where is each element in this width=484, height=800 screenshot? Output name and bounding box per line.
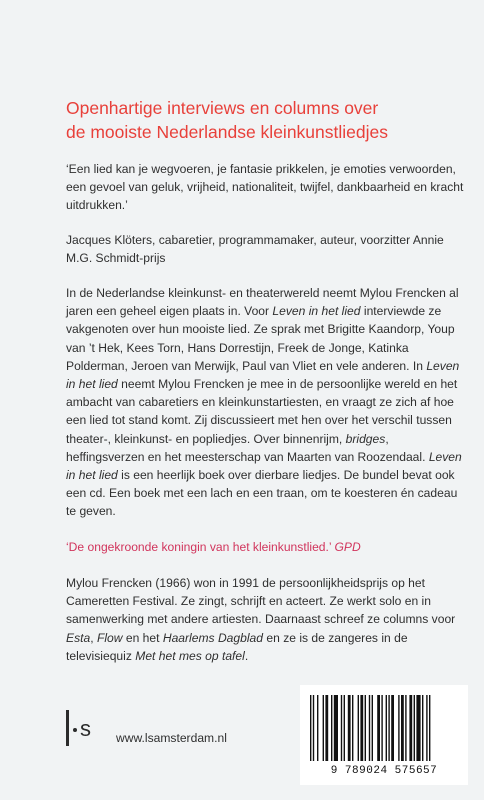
publisher-logo: [66, 706, 92, 746]
barcode-bar: [365, 695, 366, 761]
barcode-bar: [352, 695, 353, 761]
logo-bar: [66, 710, 69, 746]
isbn-barcode: [300, 685, 468, 785]
bio-part: .: [244, 648, 249, 663]
bio-part: Mylou Frencken (1966) won in 1991 de persoonlijkheidsprijs op het Cameretten Festival. Ze zingt, schrijft en acteert. Ze werkt solo en in samenwerking met andere artiesten. Daarnaast schreef ze columns voor: [66, 576, 456, 627]
barcode-bar: [334, 695, 338, 761]
headline-line-1: Openhartige interviews en columns over: [66, 98, 379, 118]
barcode-bar: [323, 695, 324, 761]
barcode-bar: [416, 695, 420, 761]
barcode-bar: [358, 695, 359, 761]
quote-attribution: [66, 231, 466, 267]
book-title: Leven in het lied: [66, 449, 462, 483]
barcode-bar: [391, 695, 394, 761]
description-paragraph: [66, 284, 466, 521]
description-part: , heffingsverzen en het meesterschap van Maarten van Roozendaal.: [66, 431, 429, 464]
magazine-title: Flow: [96, 630, 123, 645]
description-part: interviewde ze vakgenoten over hun mooiste lied. Ze sprak met Brigitte Kaandorp, Youp van ’t Hek, Kees Torn, Hans Dorrestijn, Freek de Jonge, Katinka Polderman, Jeroen van Merwijk, Paul van Vliet en vele anderen. In: [66, 304, 455, 373]
barcode-bar: [313, 695, 314, 761]
barcode-bar: [426, 695, 427, 761]
barcode-bar: [401, 695, 404, 761]
review-source: GPD: [334, 540, 361, 554]
publisher-website[interactable]: www.lsamsterdam.nl: [116, 731, 227, 745]
description-part: In de Nederlandse kleinkunst- en theaterwereld neemt Mylou Frencken al jaren een geheel eigen plaats in. Voor: [66, 286, 459, 319]
bio-part: ,: [90, 630, 97, 645]
magazine-title: Esta: [66, 630, 91, 645]
attribution-text: Jacques Klöters, cabaretier, programmamaker, auteur, voorzitter Annie M.G. Schmidt-prijs: [66, 233, 444, 266]
barcode-bar: [377, 695, 380, 761]
barcode-bar: [369, 695, 370, 761]
barcode-bar: [388, 695, 389, 761]
barcode-bar: [317, 695, 318, 761]
barcode-bar: [429, 695, 430, 761]
barcode-bar: [372, 695, 373, 761]
bridges-term: bridges: [345, 431, 386, 446]
barcode-bar: [348, 695, 351, 761]
book-title: Leven in het lied: [66, 358, 460, 392]
barcode-bar: [398, 695, 399, 761]
description-part: is een heerlijk boek over dierbare liedjes. De bundel bevat ook een cd. Een boek met een lach en een traan, om te koesteren én cadeau te geven.: [66, 468, 458, 519]
quote-text: ‘Een lied kan je wegvoeren, je fantasie prikkelen, je emoties verwoorden, een gevoel van geluk, vrijheid, nationaliteit, twijfel, dankbaarheid en kracht uitdrukken.’: [66, 162, 464, 213]
isbn-number: 9 789024 575657: [330, 765, 438, 777]
bio-part: en ze is de zangeres in de televisiequiz: [66, 630, 408, 663]
logo-letter: s: [80, 716, 91, 741]
barcode-bars: [310, 695, 458, 763]
barcode-bar: [409, 695, 412, 761]
bio-paragraph: [66, 574, 466, 665]
barcode-bar: [331, 695, 332, 761]
review-text: ‘De ongekroonde koningin van het kleinkunstlied.’: [66, 540, 335, 554]
review-quote: [66, 538, 466, 556]
barcode-bar: [386, 695, 387, 761]
headline-line-2: de mooiste Nederlandse kleinkunstliedjes: [66, 122, 388, 142]
barcode-bar: [414, 695, 415, 761]
barcode-bar: [325, 695, 328, 761]
logo-dot: [73, 728, 77, 732]
book-title: Leven in het lied: [272, 304, 361, 319]
barcode-bar: [422, 695, 423, 761]
author-bio: [66, 574, 466, 665]
tv-show-title: Met het mes op tafel: [135, 648, 245, 663]
description: [66, 284, 466, 521]
barcode-bar: [360, 695, 363, 761]
description-part: neemt Mylou Frencken je mee in de persoonlijke wereld en het ambacht van cabaretiers en kleinkunstartiesten, en vraagt ze zich af hoe een lied tot stand komt. Zij discussieert met hen over het verschil tussen theater-, kleinkunst- en popliedjes. Over binnenrijm,: [66, 377, 458, 446]
quote: [66, 160, 466, 215]
newspaper-title: Haarlems Dagblad: [162, 630, 264, 645]
barcode-bar: [341, 695, 342, 761]
headline: [66, 96, 466, 144]
barcode-bar: [405, 695, 406, 761]
barcode-bar: [344, 695, 345, 761]
barcode-bar: [310, 695, 311, 761]
bio-part: en het: [122, 630, 163, 645]
review-paragraph: [66, 538, 466, 556]
barcode-bar: [381, 695, 382, 761]
